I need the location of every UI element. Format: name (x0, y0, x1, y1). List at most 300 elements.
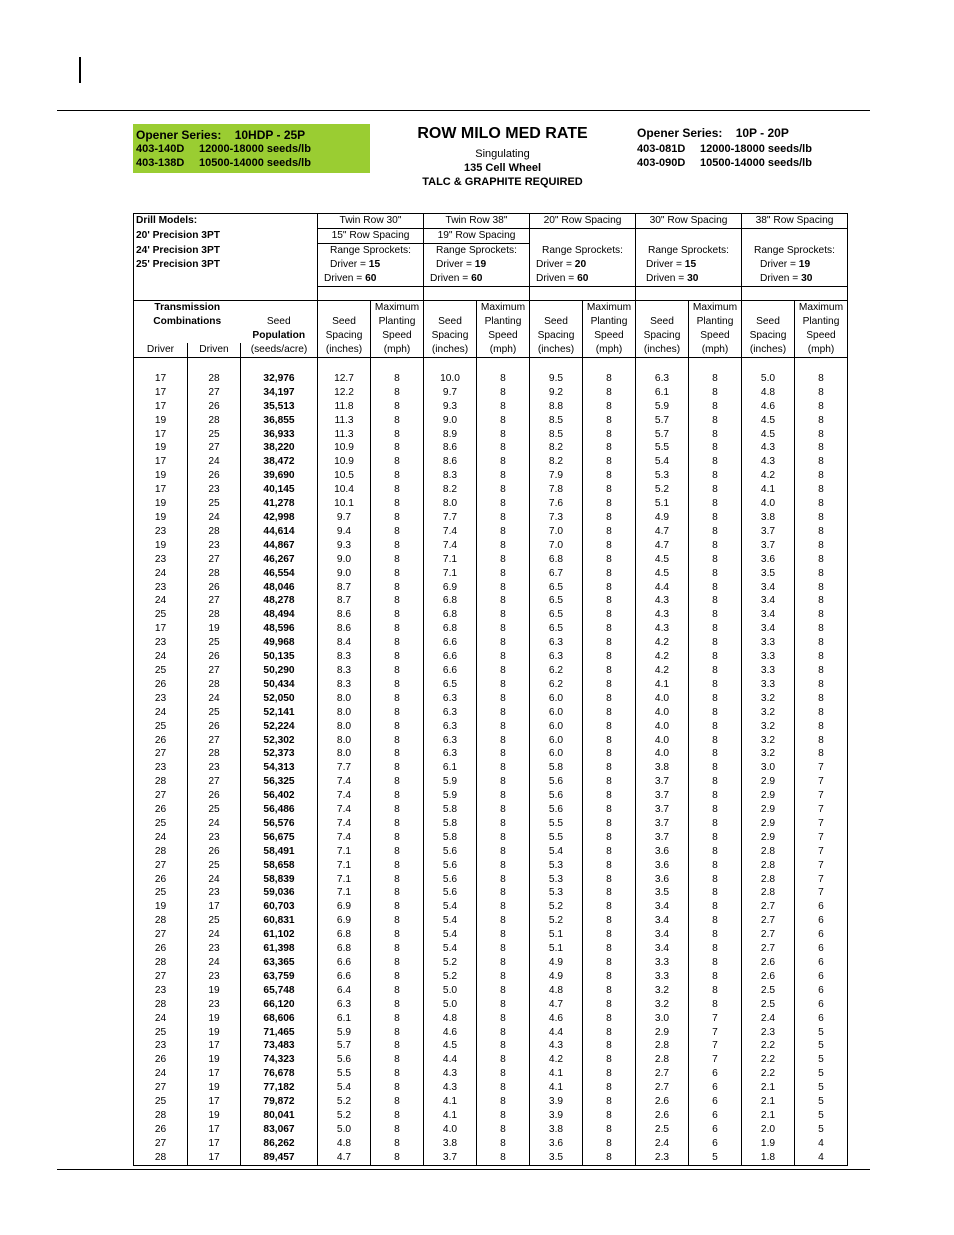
cell-speed-38in: 7 (795, 845, 848, 859)
cell-spacing-38in: 2.7 (742, 900, 795, 914)
table-row (134, 998, 848, 1012)
cell-spacing-19in: 5.8 (424, 831, 477, 845)
cell-driver: 27 (134, 789, 188, 803)
cell-speed-20in: 8 (583, 1067, 636, 1081)
cell-driver: 19 (134, 497, 188, 511)
cell-spacing-15in: 11.3 (318, 428, 371, 442)
cell-spacing-20in: 6.8 (530, 553, 583, 567)
cell-speed-30in: 8 (689, 873, 742, 887)
col-speed: Speed (477, 329, 530, 343)
cell-speed-38in: 4 (795, 1137, 848, 1151)
cell-speed-19in: 8 (477, 970, 530, 984)
cell-spacing-20in: 3.9 (530, 1109, 583, 1123)
cell-driven: 17 (188, 1039, 241, 1053)
cell-seed-population: 80,041 (241, 1109, 318, 1123)
cell-speed-30in: 8 (689, 747, 742, 761)
driver-value: 20 (574, 258, 587, 270)
cell-speed-15in: 8 (371, 414, 424, 428)
cell-spacing-20in: 9.2 (530, 386, 583, 400)
cell-spacing-19in: 6.6 (424, 636, 477, 650)
cell-spacing-20in: 7.9 (530, 469, 583, 483)
cell-spacing-38in: 2.2 (742, 1067, 795, 1081)
cell-speed-19in: 8 (477, 720, 530, 734)
cell-spacing-19in: 8.2 (424, 483, 477, 497)
col-inches: (inches) (424, 343, 477, 357)
cell-speed-15in: 8 (371, 1026, 424, 1040)
cell-spacing-20in: 4.7 (530, 998, 583, 1012)
col-maximum: Maximum (477, 301, 530, 315)
cell-spacing-20in: 6.3 (530, 650, 583, 664)
cell-speed-38in: 6 (795, 984, 848, 998)
cell-spacing-15in: 8.4 (318, 636, 371, 650)
cell-spacing-15in: 5.6 (318, 1053, 371, 1067)
cell-driven: 24 (188, 511, 241, 525)
cell-driven: 26 (188, 845, 241, 859)
cell-speed-20in: 8 (583, 706, 636, 720)
cell-spacing-15in: 8.7 (318, 594, 371, 608)
cell-driven: 23 (188, 483, 241, 497)
cell-seed-population: 61,398 (241, 942, 318, 956)
cell-spacing-20in: 8.2 (530, 441, 583, 455)
cell-driven: 23 (188, 998, 241, 1012)
cell-speed-20in: 8 (583, 372, 636, 386)
cell-spacing-20in: 5.6 (530, 789, 583, 803)
cell-driven: 17 (188, 1095, 241, 1109)
col-inches: (inches) (530, 343, 583, 357)
cell-spacing-30in: 6.1 (636, 386, 689, 400)
cell-driver: 24 (134, 1067, 188, 1081)
cell-driver: 23 (134, 984, 188, 998)
cell-speed-15in: 8 (371, 984, 424, 998)
cell-speed-20in: 8 (583, 734, 636, 748)
cell-speed-38in: 5 (795, 1081, 848, 1095)
cell-speed-30in: 8 (689, 720, 742, 734)
group-3-driver (530, 258, 636, 272)
table-row (134, 372, 848, 386)
cell-speed-38in: 6 (795, 914, 848, 928)
cell-speed-20in: 8 (583, 636, 636, 650)
cell-spacing-15in: 9.0 (318, 553, 371, 567)
cell-speed-20in: 8 (583, 928, 636, 942)
cell-driver: 23 (134, 692, 188, 706)
cell-driven: 17 (188, 1151, 241, 1165)
table-row (134, 678, 848, 692)
cell-driver: 17 (134, 428, 188, 442)
cell-spacing-30in: 3.7 (636, 803, 689, 817)
table-row (134, 483, 848, 497)
title-block (390, 124, 615, 189)
cell-spacing-15in: 7.1 (318, 845, 371, 859)
cell-seed-population: 73,483 (241, 1039, 318, 1053)
cell-spacing-30in: 2.5 (636, 1123, 689, 1137)
cell-spacing-19in: 5.6 (424, 845, 477, 859)
cell-spacing-19in: 4.6 (424, 1026, 477, 1040)
cell-speed-38in: 7 (795, 831, 848, 845)
cell-speed-30in: 8 (689, 372, 742, 386)
cell-driver: 19 (134, 414, 188, 428)
blank-cell (134, 329, 188, 343)
cell-spacing-19in: 5.9 (424, 775, 477, 789)
cell-speed-38in: 8 (795, 372, 848, 386)
cell-speed-15in: 8 (371, 1081, 424, 1095)
spacer-cell (134, 358, 188, 372)
column-header-row-3 (134, 329, 848, 343)
cell-speed-15in: 8 (371, 497, 424, 511)
col-speed: Speed (371, 329, 424, 343)
cell-spacing-19in: 5.4 (424, 914, 477, 928)
cell-spacing-30in: 2.6 (636, 1095, 689, 1109)
cell-spacing-19in: 6.6 (424, 664, 477, 678)
cell-seed-population: 59,036 (241, 886, 318, 900)
cell-driven: 19 (188, 1026, 241, 1040)
cell-driver: 19 (134, 539, 188, 553)
combinations-header: Combinations (134, 315, 241, 329)
cell-speed-30in: 7 (689, 1012, 742, 1026)
drill-model-item: 25' Precision 3PT (134, 258, 318, 272)
cell-speed-38in: 8 (795, 553, 848, 567)
cell-speed-19in: 8 (477, 845, 530, 859)
cell-speed-19in: 8 (477, 803, 530, 817)
cell-driven: 28 (188, 608, 241, 622)
group-3-driven (530, 272, 636, 286)
cell-spacing-15in: 6.1 (318, 1012, 371, 1026)
table-row (134, 414, 848, 428)
cell-speed-30in: 8 (689, 594, 742, 608)
cell-seed-population: 65,748 (241, 984, 318, 998)
cell-spacing-30in: 3.3 (636, 956, 689, 970)
cell-spacing-30in: 2.7 (636, 1081, 689, 1095)
table-row (134, 455, 848, 469)
cell-seed-population: 56,576 (241, 817, 318, 831)
cell-speed-30in: 8 (689, 581, 742, 595)
cell-speed-19in: 8 (477, 1109, 530, 1123)
cell-speed-19in: 8 (477, 1151, 530, 1165)
driven-value: 60 (365, 272, 377, 284)
cell-spacing-38in: 2.2 (742, 1039, 795, 1053)
cell-spacing-19in: 6.5 (424, 678, 477, 692)
cell-speed-38in: 5 (795, 1053, 848, 1067)
cell-spacing-30in: 3.4 (636, 900, 689, 914)
cell-spacing-15in: 5.2 (318, 1095, 371, 1109)
cell-spacing-38in: 2.9 (742, 775, 795, 789)
cell-driven: 19 (188, 1012, 241, 1026)
cell-driven: 19 (188, 1053, 241, 1067)
col-seed: Seed (318, 315, 371, 329)
group-2-title: Twin Row 38" (424, 214, 530, 229)
cell-seed-population: 36,933 (241, 428, 318, 442)
cell-spacing-19in: 6.8 (424, 622, 477, 636)
cell-speed-30in: 6 (689, 1137, 742, 1151)
table-row (134, 608, 848, 622)
col-spacing: Spacing (636, 329, 689, 343)
table-row (134, 636, 848, 650)
spacer-cell (424, 358, 477, 372)
cell-driver: 26 (134, 1053, 188, 1067)
cell-speed-38in: 8 (795, 525, 848, 539)
cell-spacing-19in: 5.4 (424, 900, 477, 914)
cell-spacing-38in: 1.8 (742, 1151, 795, 1165)
driven-value: 60 (471, 272, 483, 284)
spacer-cell (318, 286, 424, 301)
cell-driven: 23 (188, 886, 241, 900)
cell-seed-population: 60,703 (241, 900, 318, 914)
cell-driver: 25 (134, 1095, 188, 1109)
cell-speed-20in: 8 (583, 386, 636, 400)
cell-speed-20in: 8 (583, 622, 636, 636)
table-row (134, 970, 848, 984)
cell-spacing-30in: 4.3 (636, 608, 689, 622)
cell-spacing-20in: 4.8 (530, 984, 583, 998)
part-number: 403-081D (637, 143, 686, 155)
cell-driven: 25 (188, 803, 241, 817)
cell-speed-38in: 8 (795, 622, 848, 636)
cell-speed-19in: 8 (477, 372, 530, 386)
cell-speed-19in: 8 (477, 942, 530, 956)
col-spacing: Spacing (530, 329, 583, 343)
cell-driven: 17 (188, 900, 241, 914)
cell-speed-38in: 6 (795, 942, 848, 956)
cell-driver: 19 (134, 441, 188, 455)
table-row (134, 567, 848, 581)
blank-cell (241, 301, 318, 315)
cell-speed-30in: 8 (689, 469, 742, 483)
cell-spacing-19in: 7.1 (424, 553, 477, 567)
cell-seed-population: 63,365 (241, 956, 318, 970)
cell-spacing-15in: 6.6 (318, 970, 371, 984)
cell-spacing-20in: 3.6 (530, 1137, 583, 1151)
cell-speed-19in: 8 (477, 608, 530, 622)
cell-spacing-20in: 5.5 (530, 817, 583, 831)
table-row (134, 650, 848, 664)
col-maximum: Maximum (371, 301, 424, 315)
cell-spacing-20in: 4.1 (530, 1067, 583, 1081)
cell-seed-population: 68,606 (241, 1012, 318, 1026)
cell-spacing-20in: 5.1 (530, 928, 583, 942)
cell-speed-30in: 8 (689, 706, 742, 720)
spacer-cell (318, 358, 371, 372)
range-sprockets-label: Range Sprockets: (530, 243, 636, 257)
cell-driven: 27 (188, 553, 241, 567)
cell-driver: 23 (134, 581, 188, 595)
cell-speed-30in: 8 (689, 817, 742, 831)
cell-speed-38in: 8 (795, 650, 848, 664)
cell-driven: 17 (188, 1123, 241, 1137)
cell-spacing-15in: 5.5 (318, 1067, 371, 1081)
cell-spacing-15in: 8.7 (318, 581, 371, 595)
driver-value: 19 (474, 258, 487, 270)
cell-speed-30in: 8 (689, 886, 742, 900)
cell-speed-38in: 7 (795, 803, 848, 817)
cell-speed-30in: 8 (689, 678, 742, 692)
cell-spacing-30in: 4.2 (636, 650, 689, 664)
group-5-title: 38" Row Spacing (742, 214, 848, 229)
cell-speed-30in: 8 (689, 914, 742, 928)
cell-driver: 26 (134, 873, 188, 887)
cell-speed-38in: 5 (795, 1039, 848, 1053)
cell-spacing-30in: 6.3 (636, 372, 689, 386)
cell-speed-38in: 8 (795, 706, 848, 720)
cell-speed-19in: 8 (477, 789, 530, 803)
cell-spacing-19in: 7.4 (424, 539, 477, 553)
cell-driven: 19 (188, 622, 241, 636)
cell-driver: 25 (134, 886, 188, 900)
group-4-subtitle (636, 228, 742, 243)
cell-driven: 26 (188, 650, 241, 664)
column-header-row-1 (134, 301, 848, 315)
cell-speed-38in: 7 (795, 886, 848, 900)
cell-spacing-15in: 8.3 (318, 650, 371, 664)
cell-driver: 28 (134, 956, 188, 970)
cell-speed-30in: 8 (689, 761, 742, 775)
cell-speed-38in: 8 (795, 567, 848, 581)
cell-spacing-30in: 3.4 (636, 942, 689, 956)
table-row (134, 469, 848, 483)
cell-driven: 25 (188, 706, 241, 720)
cell-seed-population: 34,197 (241, 386, 318, 400)
opener-right-row (637, 156, 837, 170)
cell-spacing-19in: 4.3 (424, 1067, 477, 1081)
cell-speed-19in: 8 (477, 984, 530, 998)
cell-speed-15in: 8 (371, 1123, 424, 1137)
driven-label: Driven = (430, 272, 472, 284)
cell-spacing-38in: 4.3 (742, 441, 795, 455)
cell-speed-30in: 8 (689, 970, 742, 984)
cell-speed-38in: 8 (795, 400, 848, 414)
cell-seed-population: 63,759 (241, 970, 318, 984)
cell-driven: 26 (188, 581, 241, 595)
cell-spacing-30in: 4.0 (636, 692, 689, 706)
cell-seed-population: 56,486 (241, 803, 318, 817)
table-row (134, 706, 848, 720)
page-title: ROW MILO MED RATE (417, 125, 588, 142)
cell-driven: 25 (188, 636, 241, 650)
cell-spacing-20in: 6.7 (530, 567, 583, 581)
cell-spacing-30in: 4.4 (636, 581, 689, 595)
col-planting: Planting (583, 315, 636, 329)
table-row (134, 1109, 848, 1123)
cell-spacing-20in: 4.1 (530, 1081, 583, 1095)
cell-speed-38in: 5 (795, 1095, 848, 1109)
cell-speed-19in: 8 (477, 414, 530, 428)
cell-speed-20in: 8 (583, 720, 636, 734)
cell-driver: 26 (134, 942, 188, 956)
cell-speed-30in: 6 (689, 1109, 742, 1123)
table-row (134, 1151, 848, 1165)
cell-spacing-20in: 8.2 (530, 455, 583, 469)
table-row (134, 734, 848, 748)
cell-spacing-38in: 4.0 (742, 497, 795, 511)
driver-label: Driver = (646, 258, 685, 270)
cell-speed-38in: 8 (795, 539, 848, 553)
table-row (134, 386, 848, 400)
cell-spacing-15in: 9.0 (318, 567, 371, 581)
cell-speed-15in: 8 (371, 636, 424, 650)
cell-spacing-19in: 9.3 (424, 400, 477, 414)
cell-speed-19in: 8 (477, 553, 530, 567)
cell-speed-15in: 8 (371, 720, 424, 734)
group-1-driver (318, 258, 424, 272)
spacer-cell (134, 286, 318, 301)
cell-spacing-30in: 5.2 (636, 483, 689, 497)
cell-spacing-30in: 4.3 (636, 594, 689, 608)
cell-driven: 24 (188, 873, 241, 887)
cell-driver: 23 (134, 636, 188, 650)
page-margin-marker (79, 57, 81, 83)
cell-spacing-38in: 2.7 (742, 942, 795, 956)
table-row (134, 428, 848, 442)
cell-seed-population: 52,141 (241, 706, 318, 720)
cell-spacing-20in: 6.3 (530, 636, 583, 650)
cell-speed-20in: 8 (583, 594, 636, 608)
cell-speed-15in: 8 (371, 914, 424, 928)
cell-spacing-30in: 4.2 (636, 664, 689, 678)
cell-spacing-19in: 4.4 (424, 1053, 477, 1067)
cell-driven: 25 (188, 497, 241, 511)
table-row (134, 900, 848, 914)
cell-speed-20in: 8 (583, 886, 636, 900)
range-sprockets-label: Range Sprockets: (318, 243, 424, 257)
cell-speed-15in: 8 (371, 469, 424, 483)
table-row (134, 581, 848, 595)
cell-speed-19in: 8 (477, 664, 530, 678)
cell-driven: 28 (188, 372, 241, 386)
group-1-title: Twin Row 30" (318, 214, 424, 229)
blank-cell (188, 329, 241, 343)
cell-spacing-30in: 2.9 (636, 1026, 689, 1040)
cell-spacing-30in: 5.4 (636, 455, 689, 469)
cell-speed-20in: 8 (583, 873, 636, 887)
cell-speed-19in: 8 (477, 511, 530, 525)
cell-speed-20in: 8 (583, 1026, 636, 1040)
cell-speed-19in: 8 (477, 747, 530, 761)
driver-value: 15 (368, 258, 381, 270)
cell-driven: 27 (188, 775, 241, 789)
cell-spacing-20in: 4.9 (530, 956, 583, 970)
cell-driven: 27 (188, 664, 241, 678)
cell-speed-30in: 8 (689, 483, 742, 497)
cell-driven: 17 (188, 1067, 241, 1081)
cell-speed-38in: 8 (795, 511, 848, 525)
cell-driver: 26 (134, 678, 188, 692)
table-row (134, 956, 848, 970)
cell-speed-30in: 8 (689, 998, 742, 1012)
body-spacer (134, 358, 848, 372)
cell-spacing-38in: 2.4 (742, 1012, 795, 1026)
cell-driven: 23 (188, 761, 241, 775)
cell-speed-20in: 8 (583, 789, 636, 803)
cell-speed-15in: 8 (371, 1039, 424, 1053)
header-row-2 (134, 228, 848, 243)
table-body (134, 372, 848, 1165)
cell-spacing-15in: 11.8 (318, 400, 371, 414)
cell-speed-20in: 8 (583, 1053, 636, 1067)
cell-spacing-15in: 9.7 (318, 511, 371, 525)
cell-spacing-19in: 8.3 (424, 469, 477, 483)
cell-driver: 28 (134, 1151, 188, 1165)
cell-driver: 28 (134, 775, 188, 789)
group-1-subtitle: 15" Row Spacing (318, 228, 424, 243)
cell-speed-19in: 8 (477, 386, 530, 400)
cell-speed-30in: 6 (689, 1081, 742, 1095)
group-5-driver (742, 258, 848, 272)
cell-speed-30in: 7 (689, 1053, 742, 1067)
cell-spacing-30in: 2.8 (636, 1053, 689, 1067)
cell-driven: 28 (188, 525, 241, 539)
cell-spacing-19in: 3.8 (424, 1137, 477, 1151)
cell-spacing-38in: 4.1 (742, 483, 795, 497)
cell-speed-15in: 8 (371, 859, 424, 873)
cell-speed-38in: 8 (795, 678, 848, 692)
